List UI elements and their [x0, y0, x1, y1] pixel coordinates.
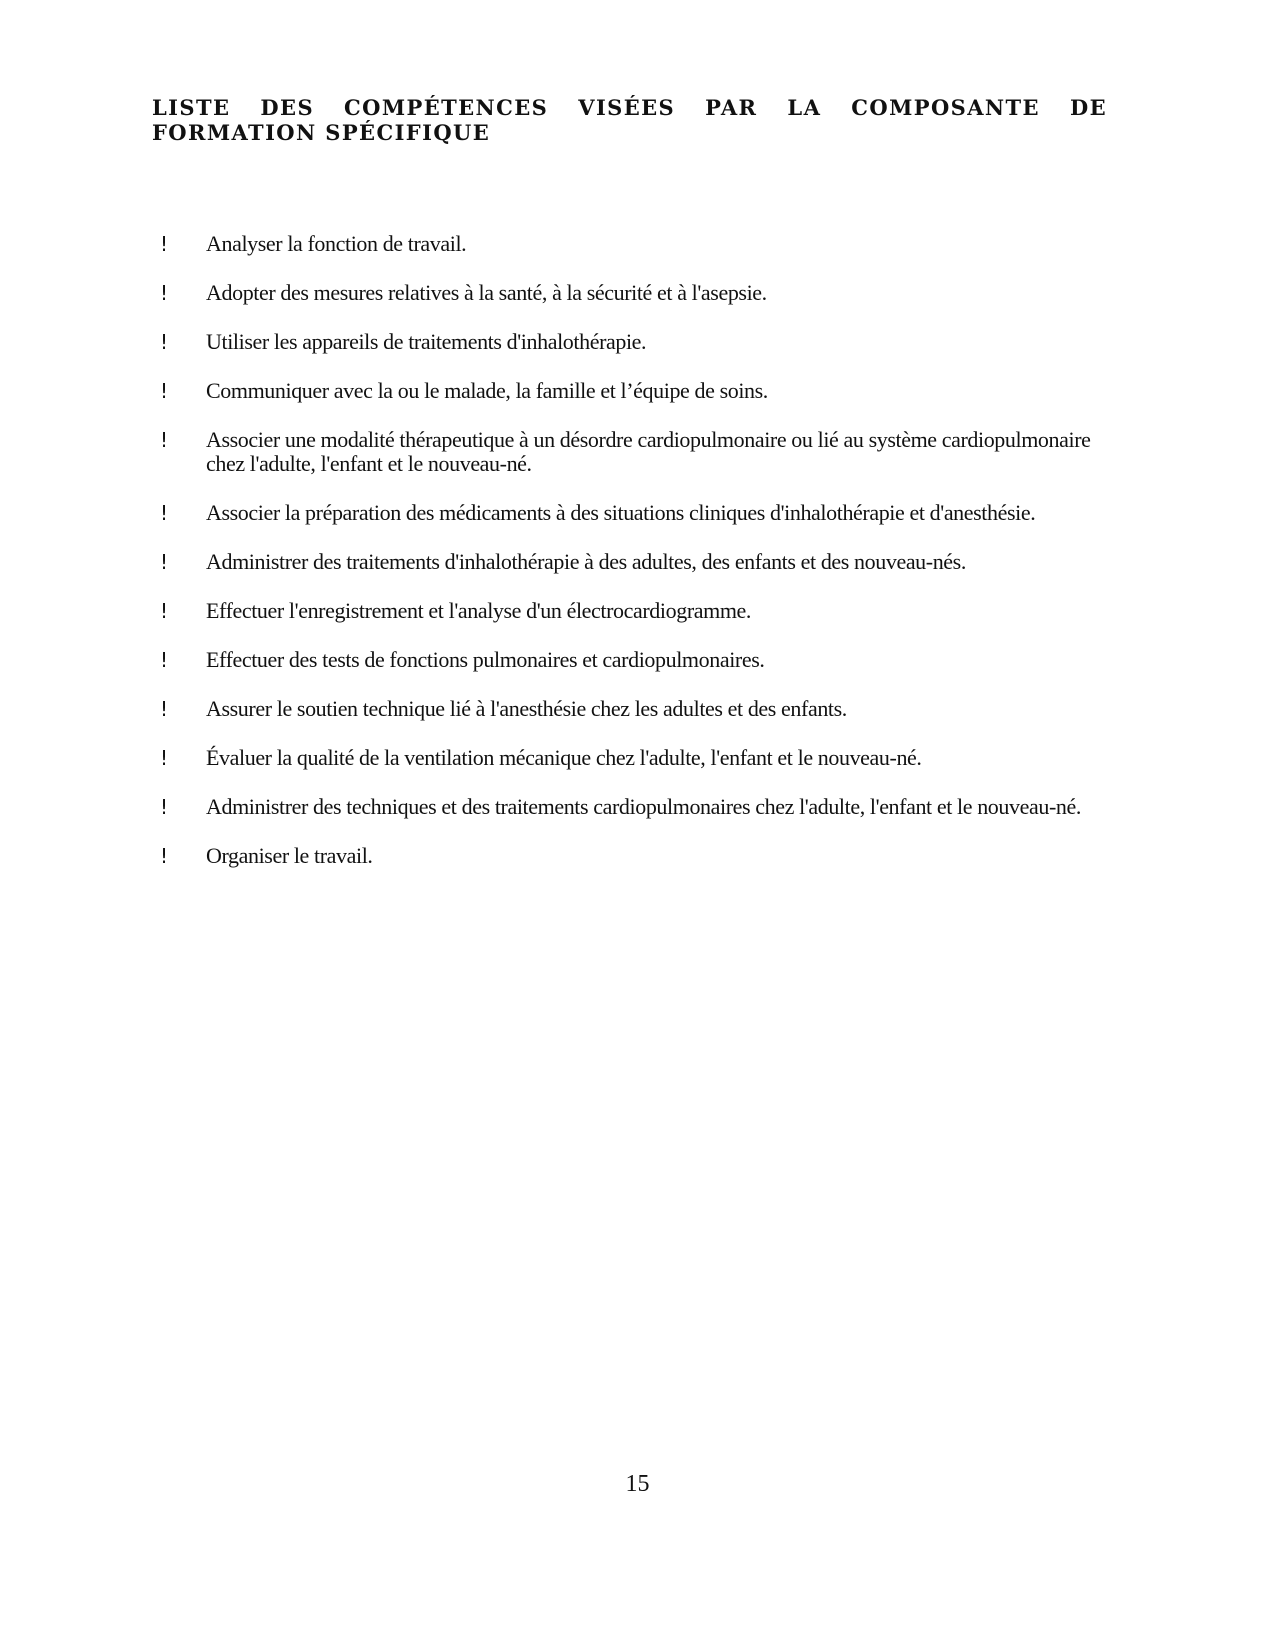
- list-item-text: Analyser la fonction de travail.: [206, 231, 467, 256]
- list-item: [160, 501, 1110, 525]
- page-number: 15: [625, 1471, 650, 1497]
- list-item: [160, 648, 1110, 672]
- bullet-icon: !: [160, 844, 168, 868]
- competency-list: [160, 232, 1110, 893]
- list-item-text: Organiser le travail.: [206, 843, 373, 868]
- list-item: [160, 428, 1110, 476]
- list-item: [160, 379, 1110, 403]
- list-item-text: Administrer des traitements d'inhalothérapie à des adultes, des enfants et des nouveau-nés.: [206, 549, 966, 574]
- bullet-icon: !: [160, 501, 168, 525]
- bullet-icon: !: [160, 379, 168, 403]
- list-item-text: Administrer des techniques et des traitements cardiopulmonaires chez l'adulte, l'enfant et le nouveau-né.: [206, 794, 1081, 819]
- list-item-text: Communiquer avec la ou le malade, la famille et l’équipe de soins.: [206, 378, 768, 403]
- list-item-text: Effectuer des tests de fonctions pulmonaires et cardiopulmonaires.: [206, 647, 765, 672]
- bullet-icon: !: [160, 428, 168, 452]
- list-item: [160, 844, 1110, 868]
- list-item: [160, 746, 1110, 770]
- list-item-text: Utiliser les appareils de traitements d'inhalothérapie.: [206, 329, 647, 354]
- list-item: [160, 550, 1110, 574]
- list-item-text: Évaluer la qualité de la ventilation mécanique chez l'adulte, l'enfant et le nouveau-né.: [206, 745, 922, 770]
- list-item-text: Effectuer l'enregistrement et l'analyse d'un électrocardiogramme.: [206, 598, 752, 623]
- list-item: [160, 697, 1110, 721]
- list-item-text: Adopter des mesures relatives à la santé, à la sécurité et à l'asepsie.: [206, 280, 767, 305]
- bullet-icon: !: [160, 330, 168, 354]
- bullet-icon: !: [160, 697, 168, 721]
- list-item-text: Assurer le soutien technique lié à l'anesthésie chez les adultes et des enfants.: [206, 696, 847, 721]
- bullet-icon: !: [160, 281, 168, 305]
- bullet-icon: !: [160, 232, 168, 256]
- list-item: [160, 232, 1110, 256]
- bullet-icon: !: [160, 550, 168, 574]
- bullet-icon: !: [160, 648, 168, 672]
- list-item: [160, 281, 1110, 305]
- bullet-icon: !: [160, 746, 168, 770]
- list-item: [160, 599, 1110, 623]
- bullet-icon: !: [160, 795, 168, 819]
- list-item-text: Associer une modalité thérapeutique à un désordre cardiopulmonaire ou lié au système cardiopulmonaire chez l'adulte, l'enfant et le nouveau-né.: [206, 427, 1091, 476]
- bullet-icon: !: [160, 599, 168, 623]
- page-title: LISTE DES COMPÉTENCES VISÉES PAR LA COMPOSANTE DE FORMATION SPÉCIFIQUE: [152, 95, 1107, 145]
- list-item-text: Associer la préparation des médicaments à des situations cliniques d'inhalothérapie et d'anesthésie.: [206, 500, 1036, 525]
- list-item: [160, 795, 1110, 819]
- list-item: [160, 330, 1110, 354]
